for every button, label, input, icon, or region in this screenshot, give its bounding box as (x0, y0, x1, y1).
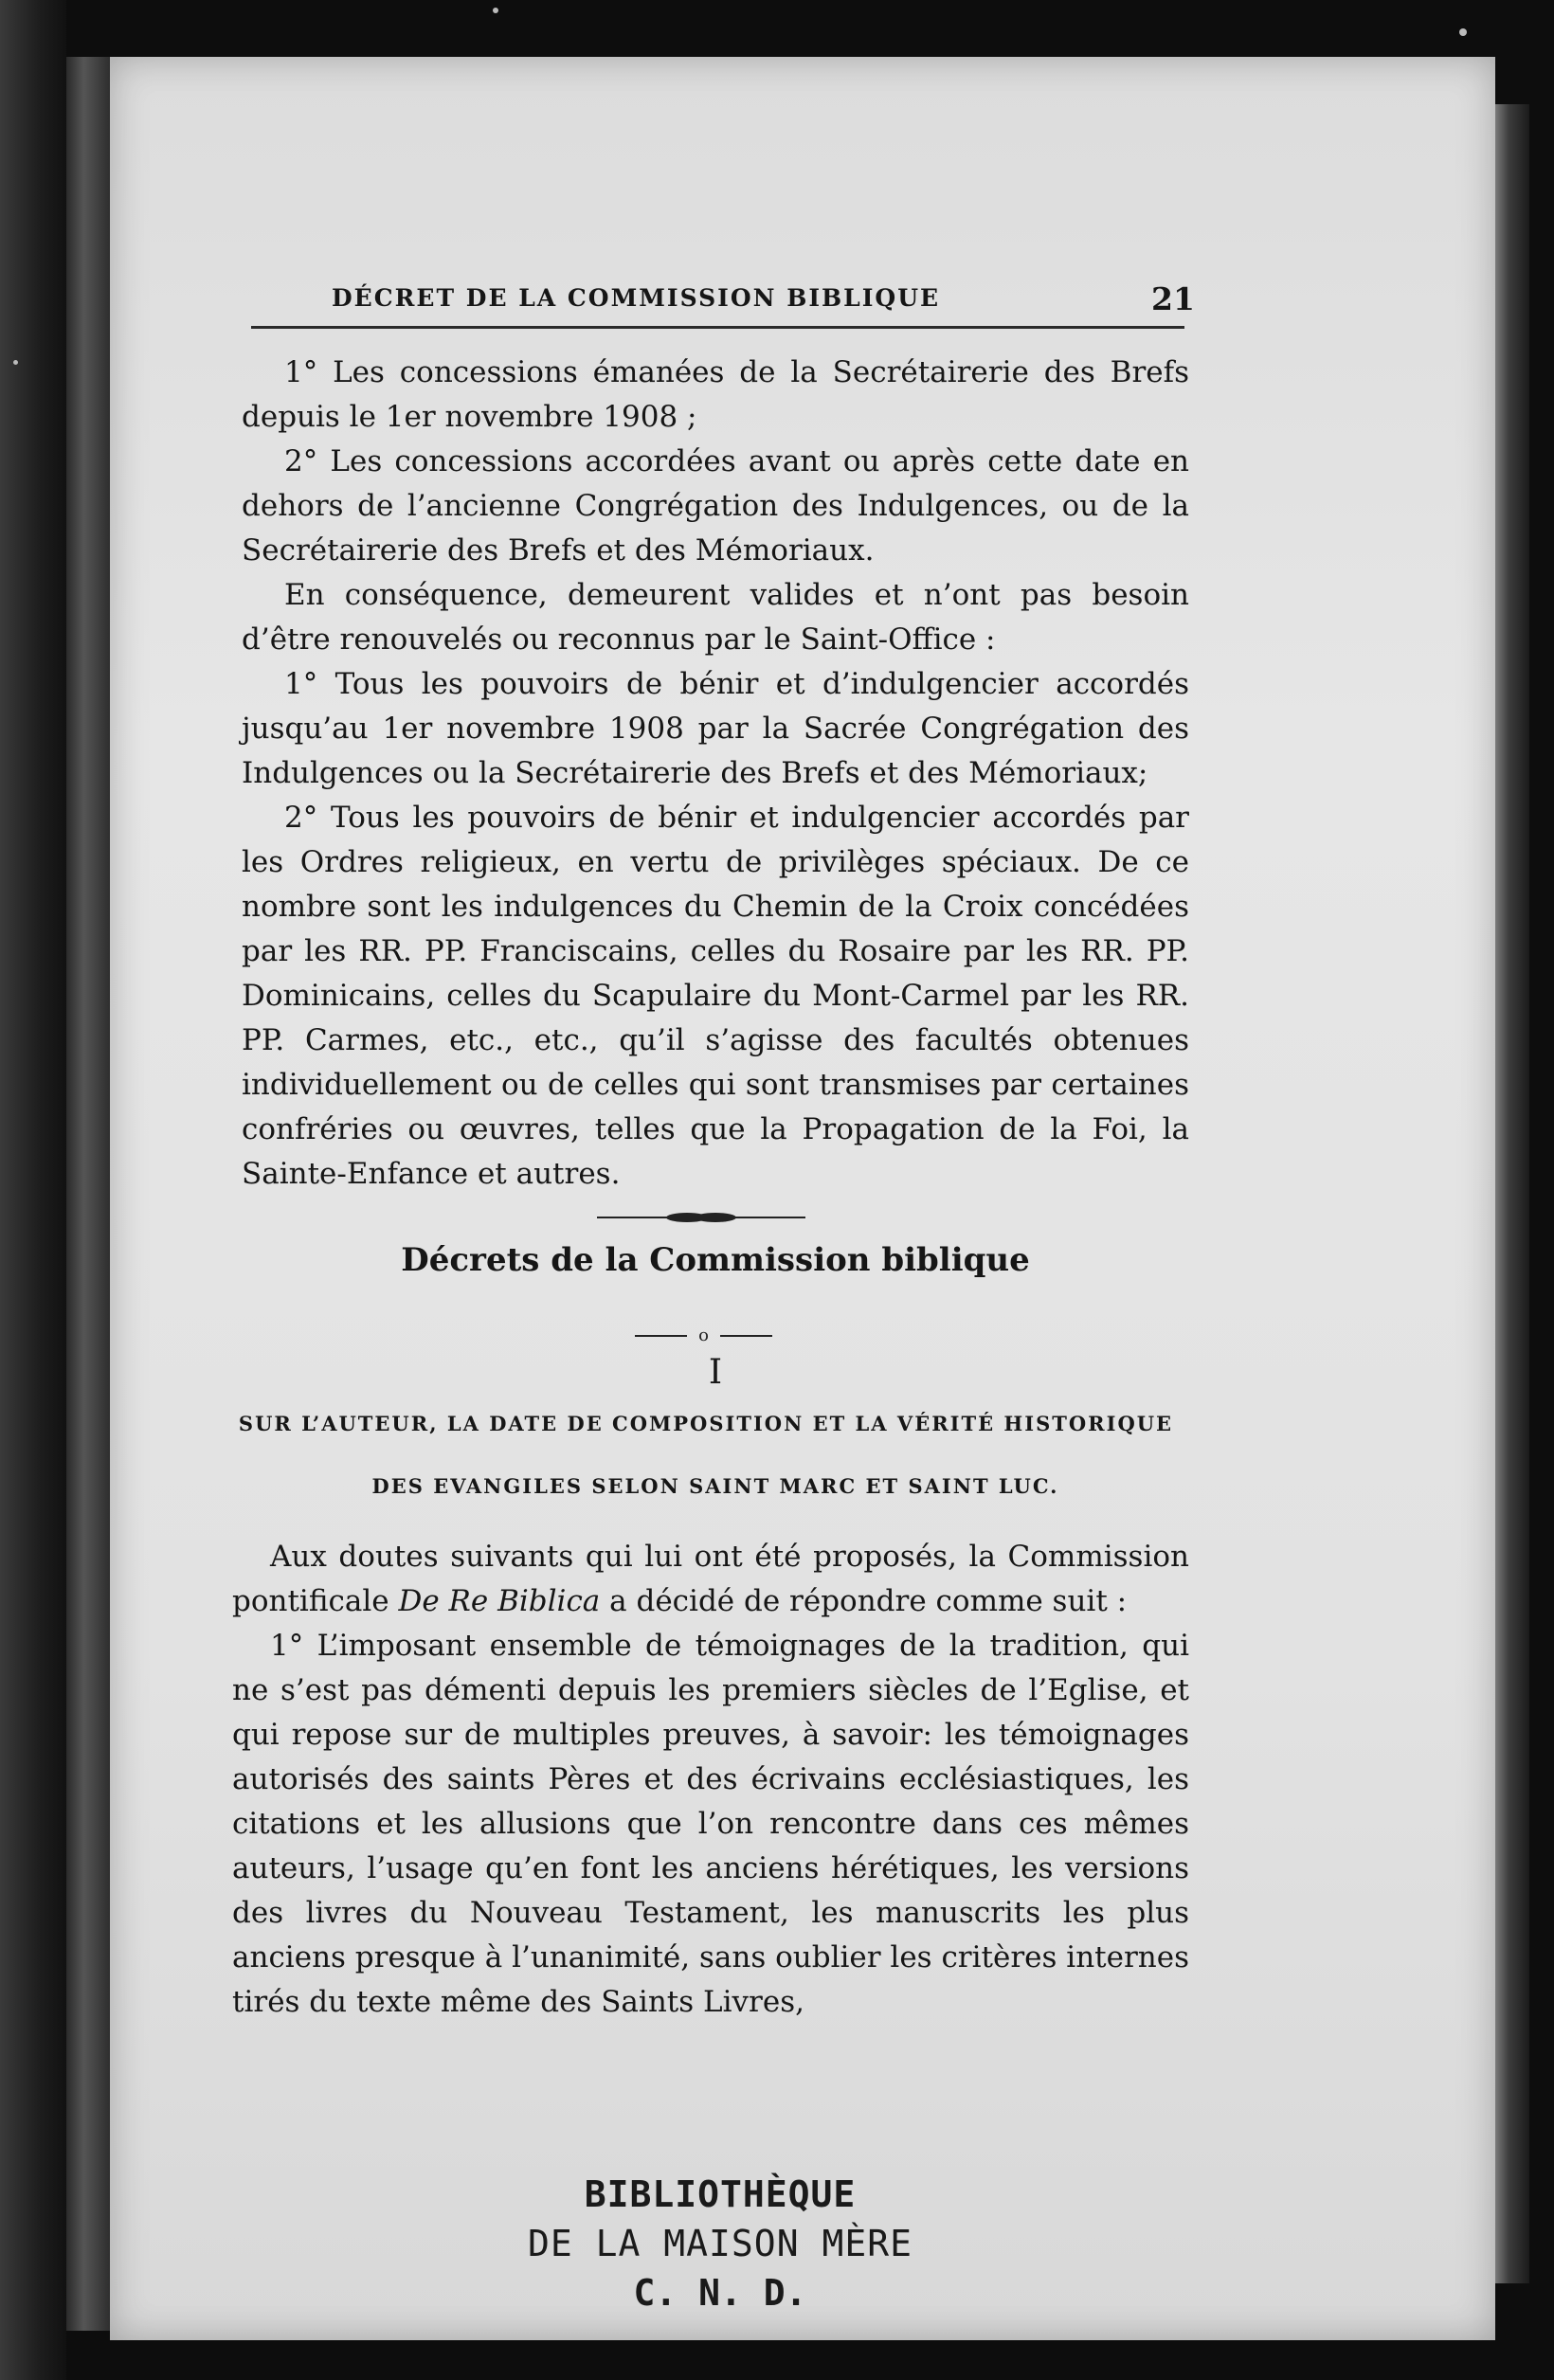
body-section-2 (232, 1535, 1189, 2025)
intro-text-end: a décidé de répondre comme suit : (600, 1584, 1128, 1618)
section-title: Décrets de la Commission biblique (401, 1241, 1030, 1279)
decree-number: I (708, 1353, 723, 1392)
body-section-1 (242, 351, 1189, 1197)
intro-italic: De Re Biblica (398, 1584, 601, 1618)
separator-glyph: o (698, 1326, 709, 1345)
paragraph: 1° Les concessions émanées de la Secrétairerie des Brefs depuis le 1er novembre 1908 ; (242, 355, 1189, 434)
page-number: 21 (1151, 280, 1195, 317)
ornament-divider-icon (597, 1211, 805, 1224)
header-rule (251, 326, 1184, 329)
film-speck (13, 360, 18, 365)
intro-paragraph (232, 1535, 1189, 1624)
facing-page-edge (66, 57, 110, 2331)
paragraph: 1° Tous les pouvoirs de bénir et d’indulgencier accordés jusqu’au 1er novembre 1908 par la Sacrée Congrégation des Indulgences ou la Secrétairerie des Brefs et des Mémoriaux; (242, 667, 1189, 790)
paragraph: 2° Tous les pouvoirs de bénir et indulgencier accordés par les Ordres religieux, en vertu de privilèges spéciaux. De ce nombre sont les indulgences du Chemin de la Croix concédées par les RR. PP. Franciscains, celles du Rosaire par les RR. PP. Dominicains, celles du Scapulaire du Mont-Carmel par les RR. PP. Carmes, etc., etc., qu’il s’agisse des facultés obtenues individuellement ou de celles qui sont transmises par certaines confréries ou œuvres, telles que la Propagation de la Foi, la Sainte-Enfance et autres. (242, 801, 1189, 1191)
running-header: DÉCRET DE LA COMMISSION BIBLIQUE (332, 284, 941, 312)
paragraph: 2° Les concessions accordées avant ou après cette date en dehors de l’ancienne Congrégation des Indulgences, ou de la Secrétairerie des Brefs et des Mémoriaux. (242, 444, 1189, 568)
paragraph: 1° L’imposant ensemble de témoignages de la tradition, qui ne s’est pas démenti depuis les premiers siècles de l’Eglise, et qui repose sur de multiples preuves, à savoir: les témoignages autorisés des saints Pères et des écrivains ecclésiastiques, les citations et les allusions que l’on rencontre dans ces mêmes auteurs, l’usage qu’en font les anciens hérétiques, les versions des livres du Nouveau Testament, les manuscrits les plus anciens presque à l’unanimité, sans oublier les critères internes tirés du texte même des Saints Livres, (232, 1629, 1189, 2019)
page-right-edge (1495, 104, 1529, 2283)
film-speck (1459, 28, 1467, 36)
stamp-line-3: C. N. D. (633, 2272, 807, 2314)
decree-subtitle-line-1: SUR L’AUTEUR, LA DATE DE COMPOSITION ET LA VÉRITÉ HISTORIQUE (238, 1412, 1174, 1435)
decree-subtitle-line-2: DES EVANGILES SELON SAINT MARC ET SAINT LUC. (371, 1474, 1059, 1498)
library-stamp (426, 2170, 1014, 2317)
film-left-border (0, 0, 66, 2380)
stamp-line-2: DE LA MAISON MÈRE (528, 2223, 913, 2264)
intro-text: Aux doutes suivants qui lui ont été proposés, la Commission pontificale (232, 1540, 1189, 1618)
film-speck (493, 8, 498, 13)
small-separator (635, 1326, 772, 1345)
paragraph: En conséquence, demeurent valides et n’ont pas besoin d’être renouvelés ou reconnus par le Saint-Office : (242, 578, 1189, 657)
stamp-line-1: BIBLIOTHÈQUE (584, 2173, 857, 2215)
